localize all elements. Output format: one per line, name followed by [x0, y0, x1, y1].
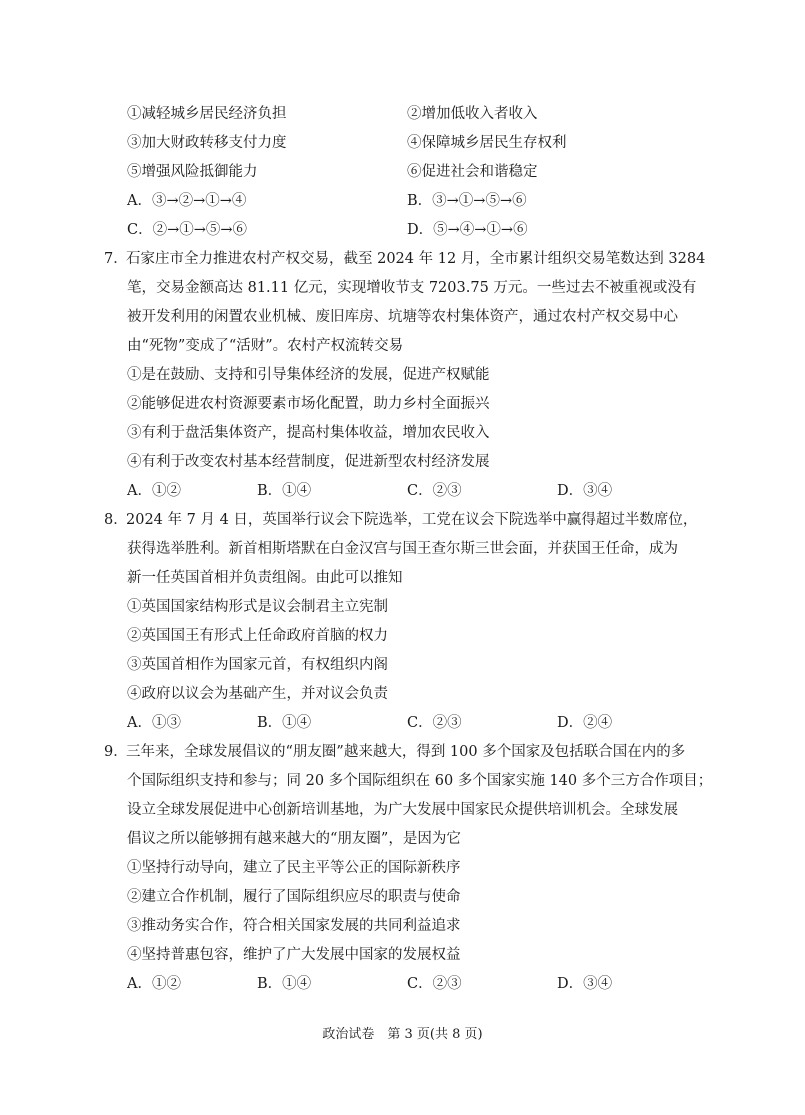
- q8-stem-line-1: [104, 510, 697, 530]
- page-footer: 政治试卷 第 3 页(共 8 页): [322, 1027, 483, 1042]
- q8-stem-line-3: 新一任英国首相并负责组阁。由此可以推知: [127, 570, 403, 586]
- q7-option-b: B．①④: [257, 483, 312, 499]
- q6-item-3: ③加大财政转移支付力度: [127, 135, 287, 151]
- q7-stem-line-4: 由“死物”变成了“活财”。农村产权流转交易: [127, 338, 404, 354]
- q8-option-b: B．①④: [257, 715, 312, 731]
- q7-stem-text-1: 石家庄市全力推进农村产权交易，截至 2024 年 12 月，全市累计组织交易笔数达到 3284: [126, 251, 706, 267]
- q6-option-b: B．③→①→⑤→⑥: [407, 193, 527, 209]
- q9-option-d: D．③④: [557, 976, 613, 992]
- q9-item-2: ②建立合作机制，履行了国际组织应尽的职责与使命: [127, 889, 461, 905]
- q7-item-3: ③有利于盘活集体资产，提高村集体收益，增加农民收入: [127, 425, 490, 441]
- q8-item-1: ①英国国家结构形式是议会制君主立宪制: [127, 599, 388, 615]
- q9-option-a: A．①②: [127, 976, 181, 992]
- q6-item-4: ④保障城乡居民生存权利: [407, 135, 567, 151]
- q8-stem-text-1: 2024 年 7 月 4 日，英国举行议会下院选举，工党在议会下院选举中赢得超过半数席位，: [126, 512, 698, 528]
- q8-item-3: ③英国首相作为国家元首，有权组织内阁: [127, 657, 388, 673]
- q8-option-a: A．①③: [127, 715, 181, 731]
- q7-option-c: C．②③: [407, 483, 462, 499]
- q7-item-4: ④有利于改变农村基本经营制度，促进新型农村经济发展: [127, 454, 490, 470]
- q9-stem-line-4: 倡议之所以能够拥有越来越大的“朋友圈”，是因为它: [127, 831, 461, 847]
- q7-stem-line-3: 被开发利用的闲置农业机械、废旧库房、坑塘等农村集体资产，通过农村产权交易中心: [127, 309, 678, 325]
- q8-option-c: C．②③: [407, 715, 462, 731]
- q7-stem-line-1: [104, 249, 705, 269]
- q9-number: 9．: [104, 744, 128, 760]
- q8-item-4: ④政府以议会为基础产生，并对议会负责: [127, 686, 388, 702]
- q7-option-a: A．①②: [127, 483, 181, 499]
- q8-stem-line-2: 获得选举胜利。新首相斯塔默在白金汉宫与国王查尔斯三世会面，并获国王任命，成为: [127, 541, 678, 557]
- q9-stem-text-1: 三年来，全球发展倡议的“朋友圈”越来越大，得到 100 多个国家及包括联合国在内的多: [126, 744, 686, 760]
- q9-item-1: ①坚持行动导向，建立了民主平等公正的国际新秩序: [127, 860, 461, 876]
- q9-stem-line-1: [104, 742, 685, 762]
- q7-stem-line-2: 笔，交易金额高达 81.11 亿元，实现增收节支 7203.75 万元。一些过去不被重视或没有: [127, 280, 697, 296]
- q7-item-1: ①是在鼓励、支持和引导集体经济的发展，促进产权赋能: [127, 367, 490, 383]
- q8-number: 8．: [104, 512, 128, 528]
- q6-item-1: ①减轻城乡居民经济负担: [127, 106, 287, 122]
- q7-item-2: ②能够促进农村资源要素市场化配置，助力乡村全面振兴: [127, 396, 490, 412]
- q7-number: 7．: [104, 251, 128, 267]
- q9-item-4: ④坚持普惠包容，维护了广大发展中国家的发展权益: [127, 947, 461, 963]
- q7-option-d: D．③④: [557, 483, 613, 499]
- q9-option-c: C．②③: [407, 976, 462, 992]
- q6-item-2: ②增加低收入者收入: [407, 106, 538, 122]
- q9-stem-line-2: 个国际组织支持和参与；同 20 多个国际组织在 60 多个国家实施 140 多个三方合作项目；: [127, 773, 713, 789]
- q8-item-2: ②英国国王有形式上任命政府首脑的权力: [127, 628, 388, 644]
- q9-stem-line-3: 设立全球发展促进中心创新培训基地，为广大发展中国家民众提供培训机会。全球发展: [127, 802, 678, 818]
- q6-item-6: ⑥促进社会和谐稳定: [407, 164, 538, 180]
- q9-item-3: ③推动务实合作，符合相关国家发展的共同利益追求: [127, 918, 461, 934]
- q6-item-5: ⑤增强风险抵御能力: [127, 164, 258, 180]
- q6-option-a: A．③→②→①→④: [127, 193, 247, 209]
- q8-option-d: D．②④: [557, 715, 613, 731]
- q6-option-d: D．⑤→④→①→⑥: [407, 222, 528, 238]
- q9-option-b: B．①④: [257, 976, 312, 992]
- q6-option-c: C．②→①→⑤→⑥: [127, 222, 248, 238]
